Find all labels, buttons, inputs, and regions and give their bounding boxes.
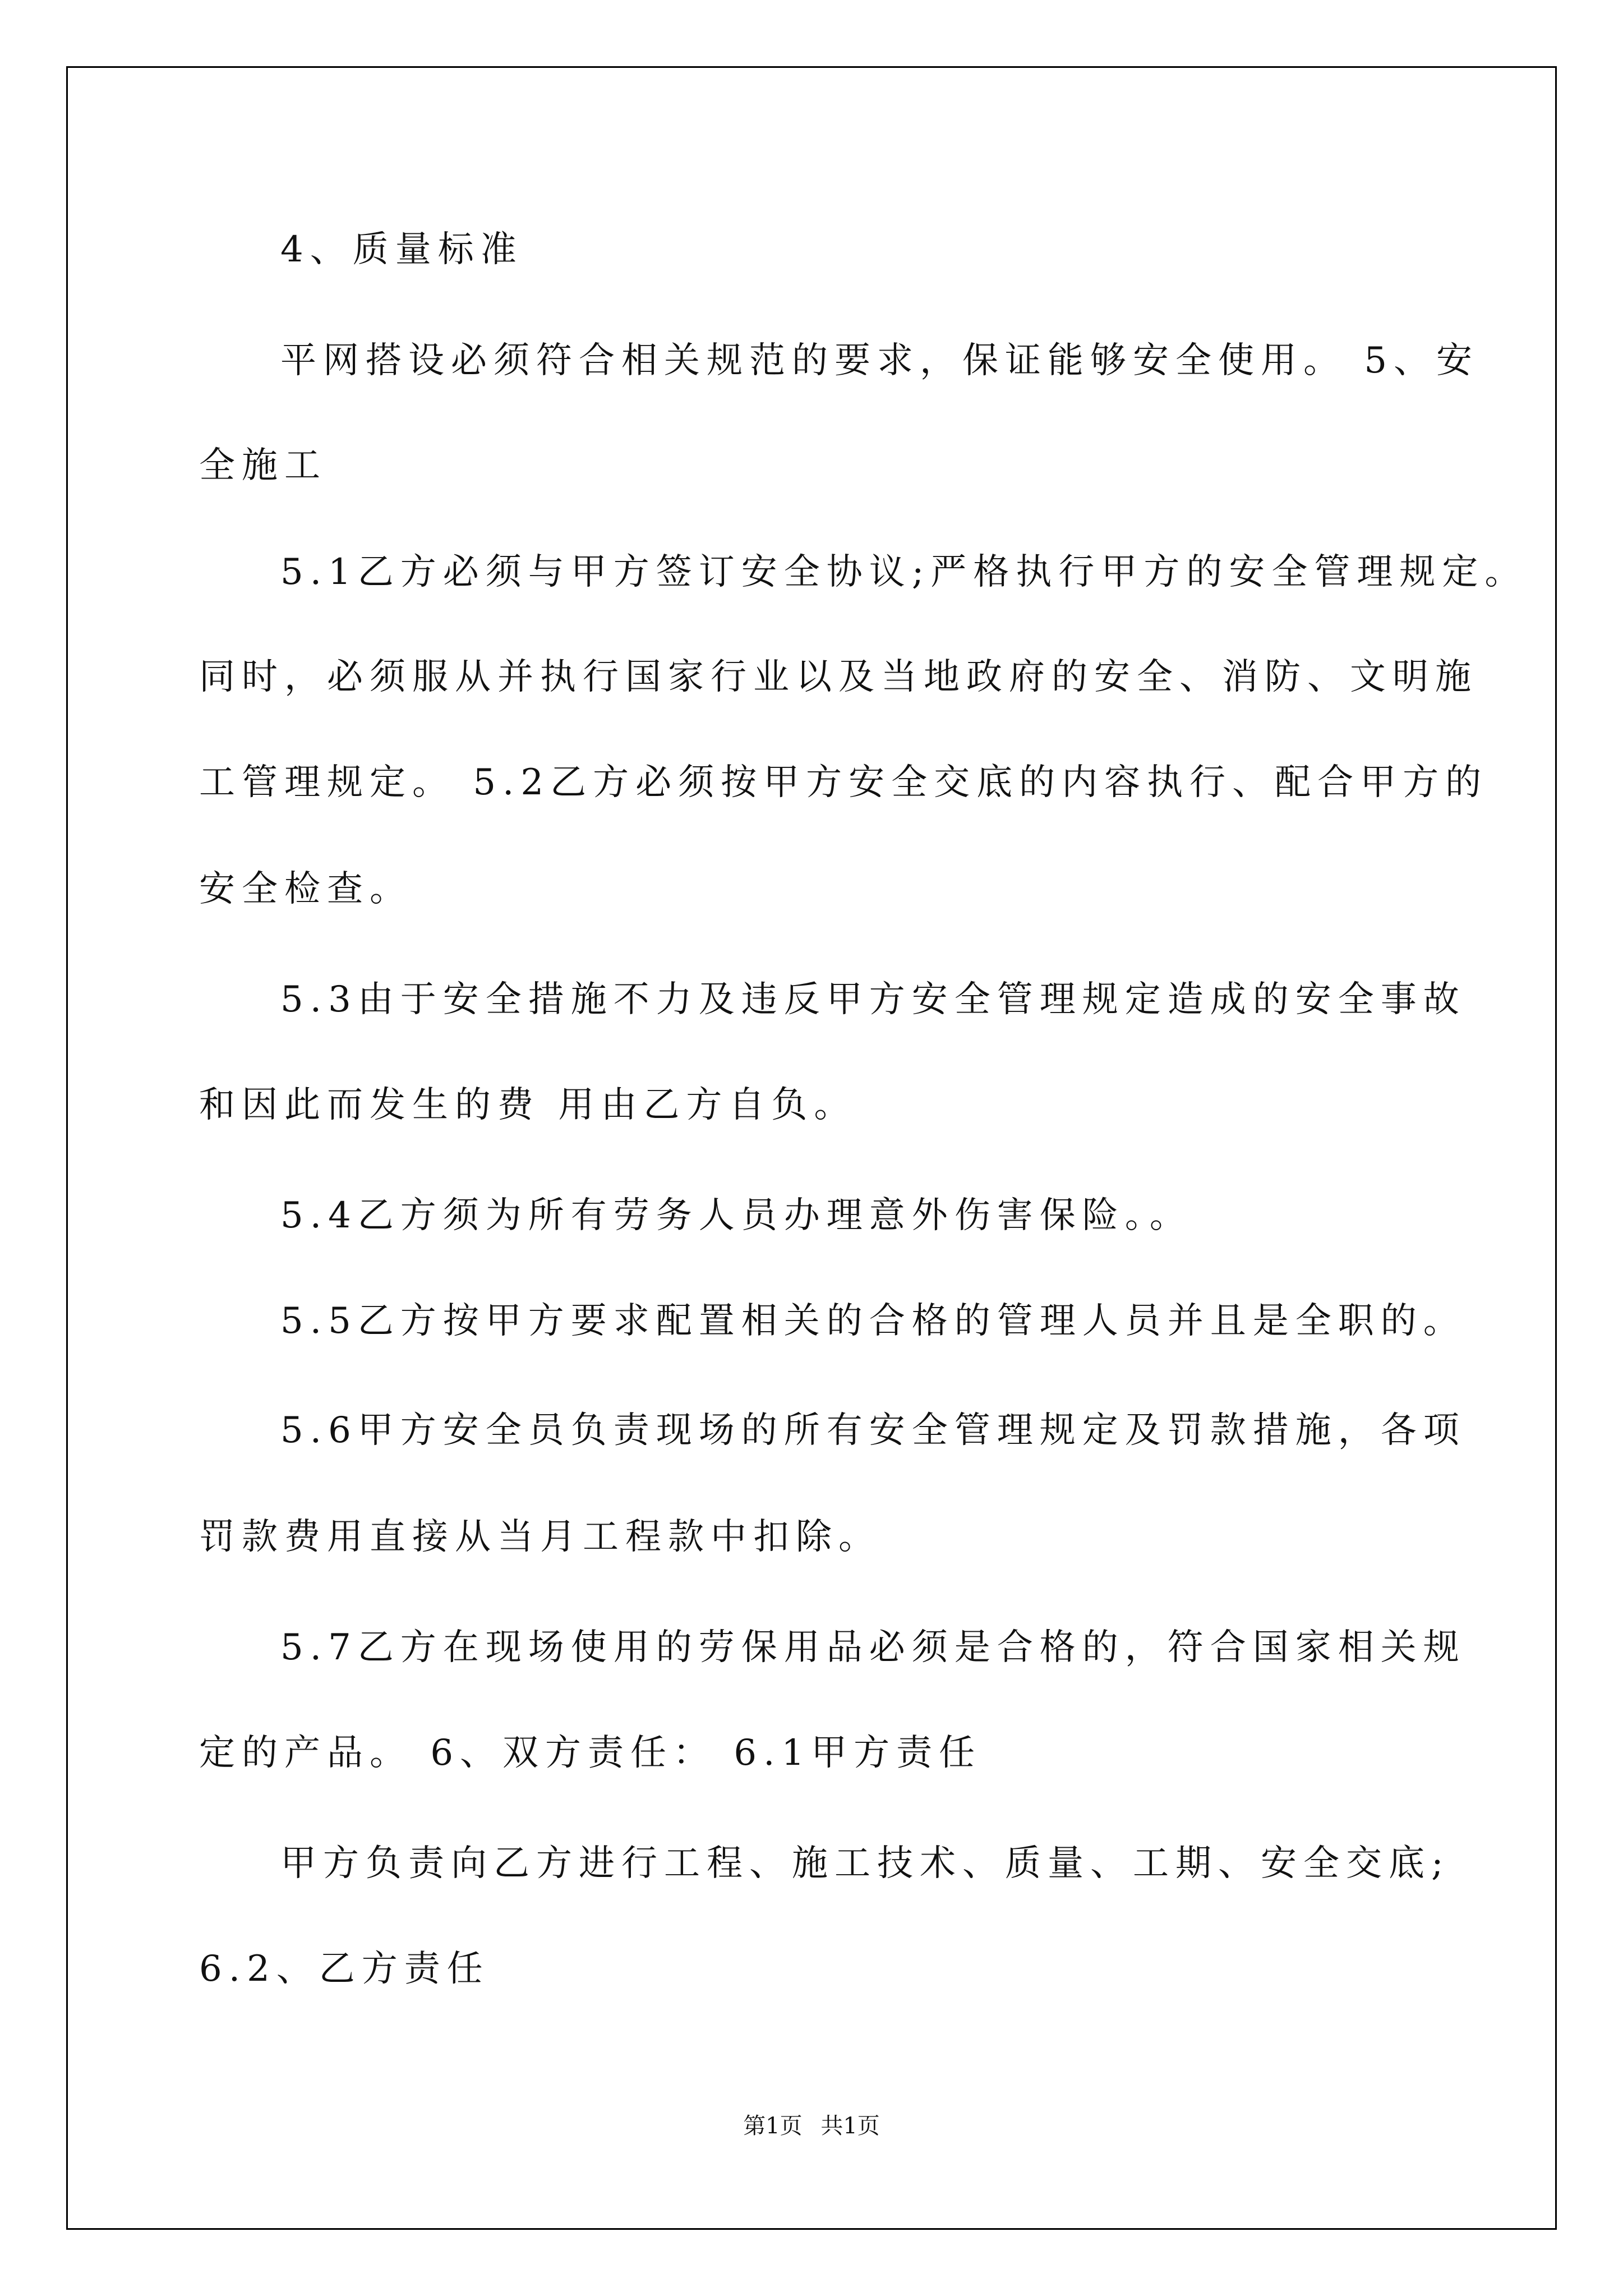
- text-line-12: 5.6甲方安全员负责现场的所有安全管理规定及罚款措施，各项: [280, 1410, 1466, 1451]
- text-line-11: 5.5乙方按甲方要求配置相关的合格的管理人员并且是全职的。: [280, 1300, 1466, 1342]
- page-number: 第1页: [743, 2113, 803, 2139]
- text-line-14: 5.7乙方在现场使用的劳保用品必须是合格的，符合国家相关规: [280, 1627, 1466, 1668]
- text-line-3: 全施工: [199, 445, 327, 486]
- text-line-2: 平网搭设必须符合相关规范的要求，保证能够安全使用。 5、安: [280, 340, 1479, 381]
- text-line-5: 同时，必须服从并执行国家行业以及当地政府的安全、消防、文明施: [199, 656, 1478, 698]
- text-line-15: 定的产品。 6、双方责任： 6.1甲方责任: [199, 1732, 982, 1774]
- page-footer: [0, 2108, 1623, 2140]
- text-line-6: 工管理规定。 5.2乙方必须按甲方安全交底的内容执行、配合甲方的: [199, 762, 1488, 803]
- text-line-1: 4、质量标准: [280, 229, 523, 270]
- page-border: [66, 66, 1557, 2230]
- text-line-13: 罚款费用直接从当月工程款中扣除。: [199, 1516, 881, 1558]
- text-line-9: 和因此而发生的费 用由乙方自负。: [199, 1084, 857, 1126]
- text-line-4: 5.1乙方必须与甲方签订安全协议;严格执行甲方的安全管理规定。: [280, 551, 1528, 593]
- page-total: 共1页: [820, 2113, 880, 2139]
- text-line-8: 5.3由于安全措施不力及违反甲方安全管理规定造成的安全事故: [280, 979, 1466, 1020]
- text-line-17: 6.2、乙方责任: [199, 1948, 490, 1990]
- text-line-7: 安全检查。: [199, 868, 412, 910]
- text-line-16: 甲方负责向乙方进行工程、施工技术、质量、工期、安全交底;: [280, 1843, 1450, 1884]
- text-line-10: 5.4乙方须为所有劳务人员办理意外伤害保险。。: [280, 1195, 1192, 1236]
